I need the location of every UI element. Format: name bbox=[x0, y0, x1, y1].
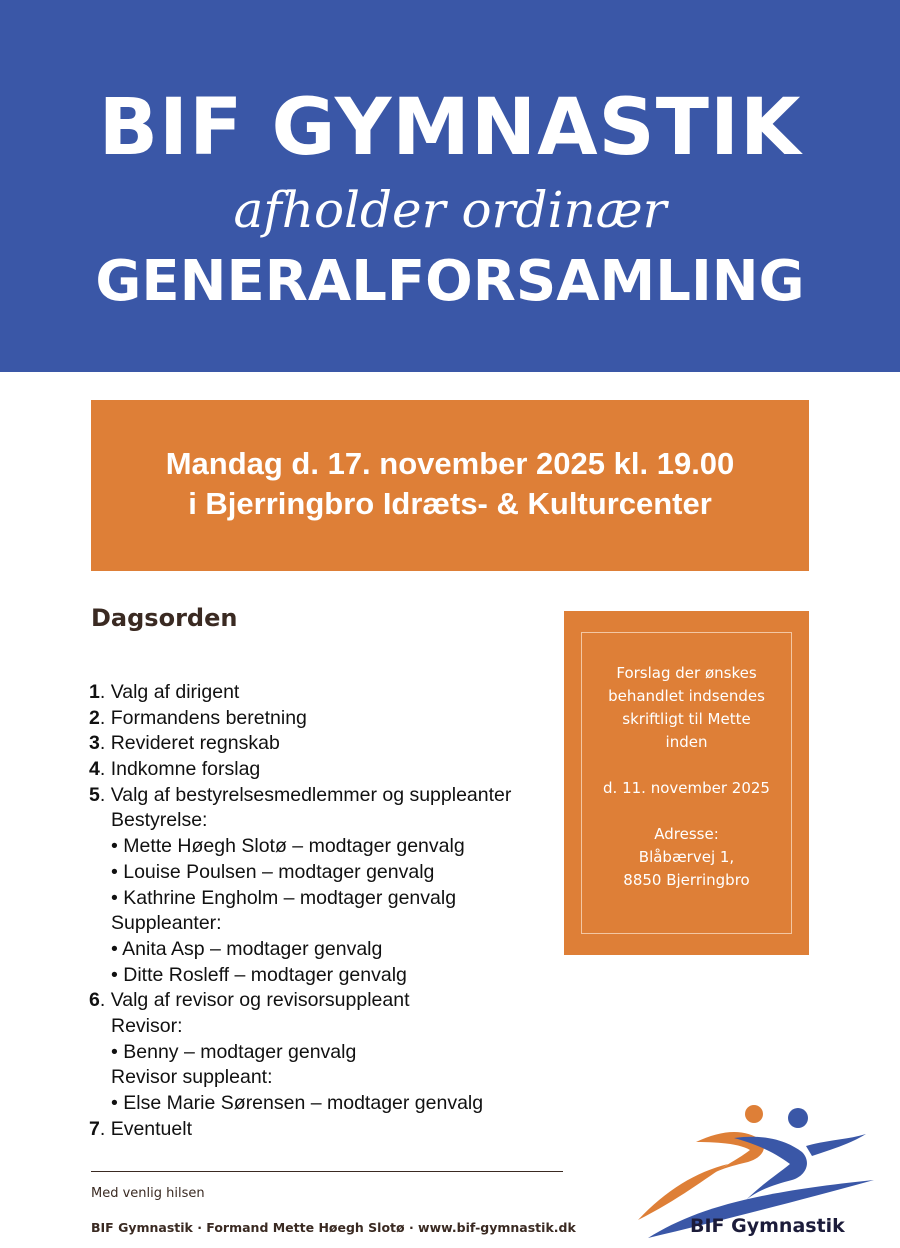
agenda-item-text: . Eventuelt bbox=[99, 1117, 192, 1140]
agenda-item bbox=[89, 911, 511, 937]
address-label: Adresse: bbox=[654, 825, 719, 843]
agenda-item bbox=[89, 988, 511, 1014]
agenda-subitem-text: Revisor: bbox=[111, 1014, 183, 1037]
agenda-item bbox=[89, 808, 511, 834]
agenda-subitem-text: • Anita Asp – modtager genvalg bbox=[111, 937, 383, 960]
agenda-item-text: . Indkomne forslag bbox=[99, 758, 261, 781]
agenda-subitem-text: Suppleanter: bbox=[111, 912, 222, 935]
greeting-text: Med venlig hilsen bbox=[91, 1186, 205, 1201]
agenda-item bbox=[89, 757, 511, 783]
agenda-item-number: 4 bbox=[89, 758, 100, 781]
agenda-subitem-text: • Else Marie Sørensen – modtager genvalg bbox=[111, 1092, 484, 1114]
proposal-text-line: Forslag der ønskes bbox=[616, 664, 757, 682]
footer-signature: BIF Gymnastik · Formand Mette Høegh Slotø · www.bif-gymnastik.dk bbox=[91, 1220, 576, 1235]
agenda-item bbox=[89, 1117, 511, 1143]
agenda-item-number: 5 bbox=[89, 783, 100, 806]
proposal-text-line: skriftligt til Mette bbox=[622, 710, 751, 728]
agenda-item-text: . Formandens beretning bbox=[99, 706, 307, 729]
logo-orange-head bbox=[745, 1105, 763, 1123]
agenda-item-number: 6 bbox=[89, 989, 100, 1012]
page-title: BIF GYMNASTIK bbox=[98, 83, 802, 173]
logo-blue-arm bbox=[806, 1134, 866, 1156]
agenda-item-number: 1 bbox=[89, 681, 100, 703]
event-date: Mandag d. 17. november 2025 kl. 19.00 bbox=[165, 446, 735, 481]
agenda-item-text: . Valg af revisor og revisorsuppleant bbox=[99, 989, 410, 1012]
address-street: Blåbærvej 1, bbox=[638, 848, 735, 866]
agenda-list bbox=[89, 680, 511, 1142]
agenda-item bbox=[89, 783, 511, 809]
proposal-text-line: behandlet indsendes bbox=[608, 687, 765, 705]
event-info-box bbox=[91, 400, 809, 571]
agenda-item bbox=[89, 1014, 511, 1040]
address-city: 8850 Bjerringbro bbox=[623, 871, 750, 889]
agenda-item-number: 2 bbox=[89, 706, 100, 729]
agenda-item bbox=[89, 706, 511, 732]
header-banner bbox=[0, 0, 900, 372]
agenda-subitem-text: • Mette Høegh Slotø – modtager genvalg bbox=[111, 835, 465, 858]
agenda-item bbox=[89, 860, 511, 886]
proposal-info-box bbox=[564, 611, 809, 955]
agenda-subitem-text: Revisor suppleant: bbox=[111, 1066, 273, 1089]
page-subtitle: afholder ordinær bbox=[233, 181, 667, 239]
event-location: i Bjerringbro Idræts- & Kulturcenter bbox=[188, 486, 712, 521]
agenda-subitem-text: Bestyrelse: bbox=[111, 809, 208, 832]
page-headline: GENERALFORSAMLING bbox=[95, 249, 805, 314]
agenda-item bbox=[89, 1091, 511, 1117]
proposal-deadline: d. 11. november 2025 bbox=[603, 779, 770, 797]
agenda-item-text: . Revideret regnskab bbox=[99, 732, 280, 755]
logo-blue-head bbox=[788, 1108, 808, 1128]
agenda-item bbox=[89, 834, 511, 860]
agenda-item bbox=[89, 1065, 511, 1091]
proposal-info-frame bbox=[581, 632, 792, 934]
agenda-subitem-text: • Ditte Rosleff – modtager genvalg bbox=[111, 963, 407, 986]
agenda-item-text: . Valg af bestyrelsesmedlemmer og suppleanter bbox=[99, 783, 512, 806]
logo-text: BIF Gymnastik bbox=[690, 1215, 845, 1237]
agenda-item-text: . Valg af dirigent bbox=[99, 681, 240, 703]
footer-divider bbox=[91, 1171, 563, 1172]
agenda-subitem-text: • Louise Poulsen – modtager genvalg bbox=[111, 860, 435, 883]
agenda-item bbox=[89, 731, 511, 757]
agenda-subitem-text: • Benny – modtager genvalg bbox=[111, 1040, 357, 1063]
agenda-item bbox=[89, 937, 511, 963]
agenda-item-number: 3 bbox=[89, 732, 100, 755]
agenda-item bbox=[89, 1040, 511, 1066]
agenda-heading: Dagsorden bbox=[91, 604, 238, 632]
agenda-item bbox=[89, 680, 511, 706]
agenda-item-number: 7 bbox=[89, 1117, 100, 1140]
proposal-text-line: inden bbox=[665, 733, 708, 751]
agenda-item bbox=[89, 886, 511, 912]
agenda-subitem-text: • Kathrine Engholm – modtager genvalg bbox=[111, 886, 457, 909]
agenda-item bbox=[89, 963, 511, 989]
